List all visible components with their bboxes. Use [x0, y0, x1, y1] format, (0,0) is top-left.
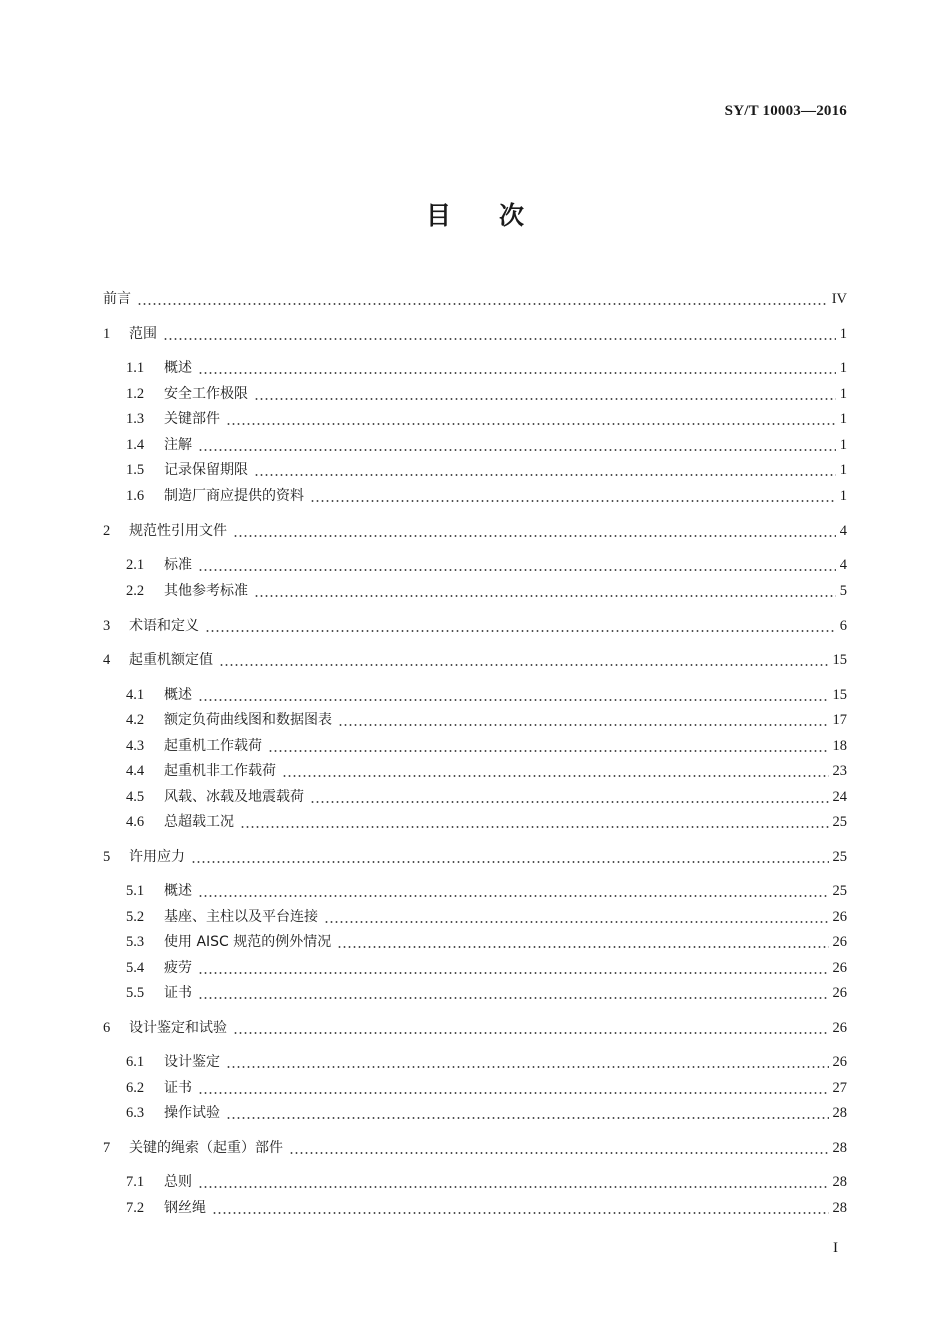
toc-entry-subsection[interactable]: [126, 434, 847, 456]
toc-leader-dots: [198, 554, 836, 576]
toc-entry-text: 概述: [164, 883, 192, 899]
toc-entry-page: 25: [832, 883, 847, 899]
toc-entry-page: 25: [832, 814, 847, 830]
toc-entry-subsection[interactable]: [126, 408, 847, 430]
toc-entry-number: 4.3: [126, 738, 145, 754]
toc-entry-page: IV: [831, 291, 847, 307]
toc-leader-dots: [324, 906, 829, 928]
toc-entry-text: 疲劳: [164, 960, 192, 976]
toc-leader-dots: [254, 383, 836, 405]
toc-entry-text: 钢丝绳: [164, 1200, 206, 1216]
toc-leader-dots: [219, 649, 829, 671]
toc-entry-page: 27: [832, 1080, 847, 1096]
toc-leader-dots: [240, 811, 829, 833]
toc-entry-page: 1: [839, 437, 847, 453]
toc-entry-page: 26: [832, 985, 847, 1001]
toc-leader-dots: [137, 288, 828, 310]
toc-entry-page: 5: [839, 583, 847, 599]
toc-entry-foreword[interactable]: [103, 288, 847, 310]
toc-entry-text: 起重机额定值: [129, 652, 213, 668]
toc-entry-number: 1.4: [126, 437, 145, 453]
toc-entry-subsection[interactable]: [126, 709, 847, 731]
toc-entry-section[interactable]: [103, 520, 847, 542]
toc-entry-number: 3: [103, 618, 111, 634]
page-number: I: [833, 1240, 838, 1256]
toc-entry-section[interactable]: [103, 323, 847, 345]
toc-entry-subsection[interactable]: [126, 1051, 847, 1073]
toc-entry-subsection[interactable]: [126, 1102, 847, 1124]
toc-entry-text: 概述: [164, 360, 192, 376]
toc-entry-page: 23: [832, 763, 847, 779]
toc-entry-page: 26: [832, 960, 847, 976]
toc-leader-dots: [226, 408, 836, 430]
toc-entry-number: 1.6: [126, 488, 145, 504]
toc-entry-page: 28: [832, 1200, 847, 1216]
toc-entry-subsection[interactable]: [126, 684, 847, 706]
toc-leader-dots: [212, 1197, 829, 1219]
toc-entry-text: 操作试验: [164, 1105, 220, 1121]
toc-entry-number: 5.2: [126, 909, 145, 925]
toc-entry-text: 其他参考标准: [164, 583, 248, 599]
toc-entry-subsection[interactable]: [126, 811, 847, 833]
toc-entry-page: 26: [832, 1020, 847, 1036]
toc-entry-section[interactable]: [103, 846, 847, 868]
toc-leader-dots: [254, 580, 836, 602]
toc-entry-section[interactable]: [103, 1017, 847, 1039]
toc-leader-dots: [289, 1137, 829, 1159]
toc-leader-dots: [226, 1051, 829, 1073]
toc-entry-text: 安全工作极限: [164, 386, 248, 402]
toc-entry-subsection[interactable]: [126, 957, 847, 979]
toc-entry-text: 总则: [164, 1174, 192, 1190]
toc-leader-dots: [310, 786, 829, 808]
toc-entry-page: 28: [832, 1174, 847, 1190]
toc-leader-dots: [198, 357, 836, 379]
toc-entry-page: 17: [832, 712, 847, 728]
toc-entry-subsection[interactable]: [126, 459, 847, 481]
toc-entry-page: 28: [832, 1105, 847, 1121]
toc-entry-page: 18: [832, 738, 847, 754]
toc-entry-text: 总超载工况: [164, 814, 234, 830]
toc-entry-number: 5.5: [126, 985, 145, 1001]
toc-entry-number: 5: [103, 849, 111, 865]
toc-entry-number: 4: [103, 652, 111, 668]
toc-entry-text: 风载、冰载及地震载荷: [164, 789, 304, 805]
toc-leader-dots: [198, 880, 829, 902]
toc-leader-dots: [205, 615, 836, 637]
toc-entry-number: 7: [103, 1140, 111, 1156]
toc-entry-text: 基座、主柱以及平台连接: [164, 909, 318, 925]
toc-entry-page: 4: [839, 523, 847, 539]
page-title: 目次: [425, 201, 572, 230]
toc-entry-number: 1.1: [126, 360, 145, 376]
toc-entry-subsection[interactable]: [126, 485, 847, 507]
toc-entry-number: 4.1: [126, 687, 145, 703]
toc-entry-text: 注解: [164, 437, 192, 453]
toc-entry-number: 1: [103, 326, 111, 342]
toc-entry-number: 2.1: [126, 557, 145, 573]
toc-entry-number: 4.5: [126, 789, 145, 805]
toc-entry-page: 24: [832, 789, 847, 805]
toc-entry-text: 制造厂商应提供的资料: [164, 488, 304, 504]
toc-leader-dots: [163, 323, 836, 345]
toc-entry-number: 1.2: [126, 386, 145, 402]
toc-entry-text: 规范性引用文件: [129, 523, 227, 539]
toc-entry-number: 6.3: [126, 1105, 145, 1121]
toc-entry-text: 设计鉴定: [164, 1054, 220, 1070]
toc-entry-page: 26: [832, 1054, 847, 1070]
toc-entry-text: 关键部件: [164, 411, 220, 427]
toc-entry-number: 2: [103, 523, 111, 539]
toc-entry-number: 6: [103, 1020, 111, 1036]
toc-entry-number: 2.2: [126, 583, 145, 599]
toc-leader-dots: [337, 931, 828, 953]
toc-entry-number: 4.6: [126, 814, 145, 830]
toc-entry-number: 5.4: [126, 960, 145, 976]
toc-entry-subsection[interactable]: [126, 786, 847, 808]
toc-leader-dots: [198, 434, 836, 456]
toc-entry-subsection[interactable]: [126, 1197, 847, 1219]
toc-leader-dots: [338, 709, 829, 731]
toc-entry-subsection[interactable]: [126, 554, 847, 576]
toc-entry-page: 1: [839, 326, 847, 342]
toc-entry-subsection[interactable]: [126, 580, 847, 602]
toc-entry-number: 7.2: [126, 1200, 145, 1216]
toc-leader-dots: [191, 846, 829, 868]
toc-entry-text: 记录保留期限: [164, 462, 248, 478]
toc-entry-text: 证书: [164, 1080, 192, 1096]
toc-entry-page: 1: [839, 386, 847, 402]
toc-entry-number: 4.4: [126, 763, 145, 779]
toc-leader-dots: [226, 1102, 829, 1124]
toc-leader-dots: [198, 1171, 829, 1193]
toc-entry-number: 1.5: [126, 462, 145, 478]
toc-entry-section[interactable]: [103, 615, 847, 637]
toc-entry-text: 前言: [103, 291, 131, 307]
toc-entry-section[interactable]: [103, 649, 847, 671]
toc-entry-text: 起重机工作载荷: [164, 738, 262, 754]
toc-leader-dots: [198, 957, 829, 979]
toc-entry-number: 4.2: [126, 712, 145, 728]
toc-leader-dots: [282, 760, 829, 782]
document-code: SY/T 10003—2016: [724, 103, 847, 119]
toc-entry-page: 1: [839, 488, 847, 504]
toc-entry-text: 术语和定义: [129, 618, 199, 634]
toc-entry-text: 概述: [164, 687, 192, 703]
toc-entry-text: 设计鉴定和试验: [129, 1020, 227, 1036]
toc-entry-page: 1: [839, 360, 847, 376]
toc-entry-number: 5.3: [126, 934, 145, 950]
toc-entry-subsection[interactable]: [126, 1171, 847, 1193]
toc-entry-page: 1: [839, 462, 847, 478]
toc-entry-subsection[interactable]: [126, 1077, 847, 1099]
toc-entry-number: 6.1: [126, 1054, 145, 1070]
toc-leader-dots: [198, 1077, 829, 1099]
toc-entry-subsection[interactable]: [126, 760, 847, 782]
toc-entry-page: 15: [832, 652, 847, 668]
toc-entry-page: 1: [839, 411, 847, 427]
toc-entry-subsection[interactable]: [126, 735, 847, 757]
toc-entry-page: 6: [839, 618, 847, 634]
toc-entry-page: 28: [832, 1140, 847, 1156]
toc-leader-dots: [310, 485, 836, 507]
toc-entry-text: 关键的绳索（起重）部件: [129, 1140, 283, 1156]
toc-leader-dots: [254, 459, 836, 481]
toc-entry-subsection[interactable]: [126, 383, 847, 405]
toc-entry-page: 26: [832, 909, 847, 925]
toc-entry-subsection[interactable]: [126, 906, 847, 928]
toc-entry-text: 起重机非工作载荷: [164, 763, 276, 779]
toc-entry-subsection[interactable]: [126, 931, 847, 953]
toc-entry-subsection[interactable]: [126, 880, 847, 902]
toc-entry-text: 范围: [129, 326, 157, 342]
toc-entry-number: 1.3: [126, 411, 145, 427]
toc-entry-number: 5.1: [126, 883, 145, 899]
toc-leader-dots: [233, 520, 836, 542]
toc-leader-dots: [268, 735, 829, 757]
toc-leader-dots: [198, 982, 829, 1004]
toc-entry-number: 7.1: [126, 1174, 145, 1190]
toc-entry-section[interactable]: [103, 1137, 847, 1159]
toc-entry-page: 4: [839, 557, 847, 573]
toc-entry-page: 15: [832, 687, 847, 703]
toc-entry-text: 额定负荷曲线图和数据图表: [164, 712, 332, 728]
toc-entry-text: 许用应力: [129, 849, 185, 865]
toc-leader-dots: [198, 684, 829, 706]
toc-entry-subsection[interactable]: [126, 357, 847, 379]
toc-entry-text: 使用 AISC 规范的例外情况: [164, 934, 332, 950]
toc-entry-text: 证书: [164, 985, 192, 1001]
toc-entry-page: 26: [832, 934, 847, 950]
toc-entry-page: 25: [832, 849, 847, 865]
toc-entry-number: 6.2: [126, 1080, 145, 1096]
toc-entry-text: 标准: [164, 557, 192, 573]
toc-leader-dots: [233, 1017, 829, 1039]
toc-entry-subsection[interactable]: [126, 982, 847, 1004]
